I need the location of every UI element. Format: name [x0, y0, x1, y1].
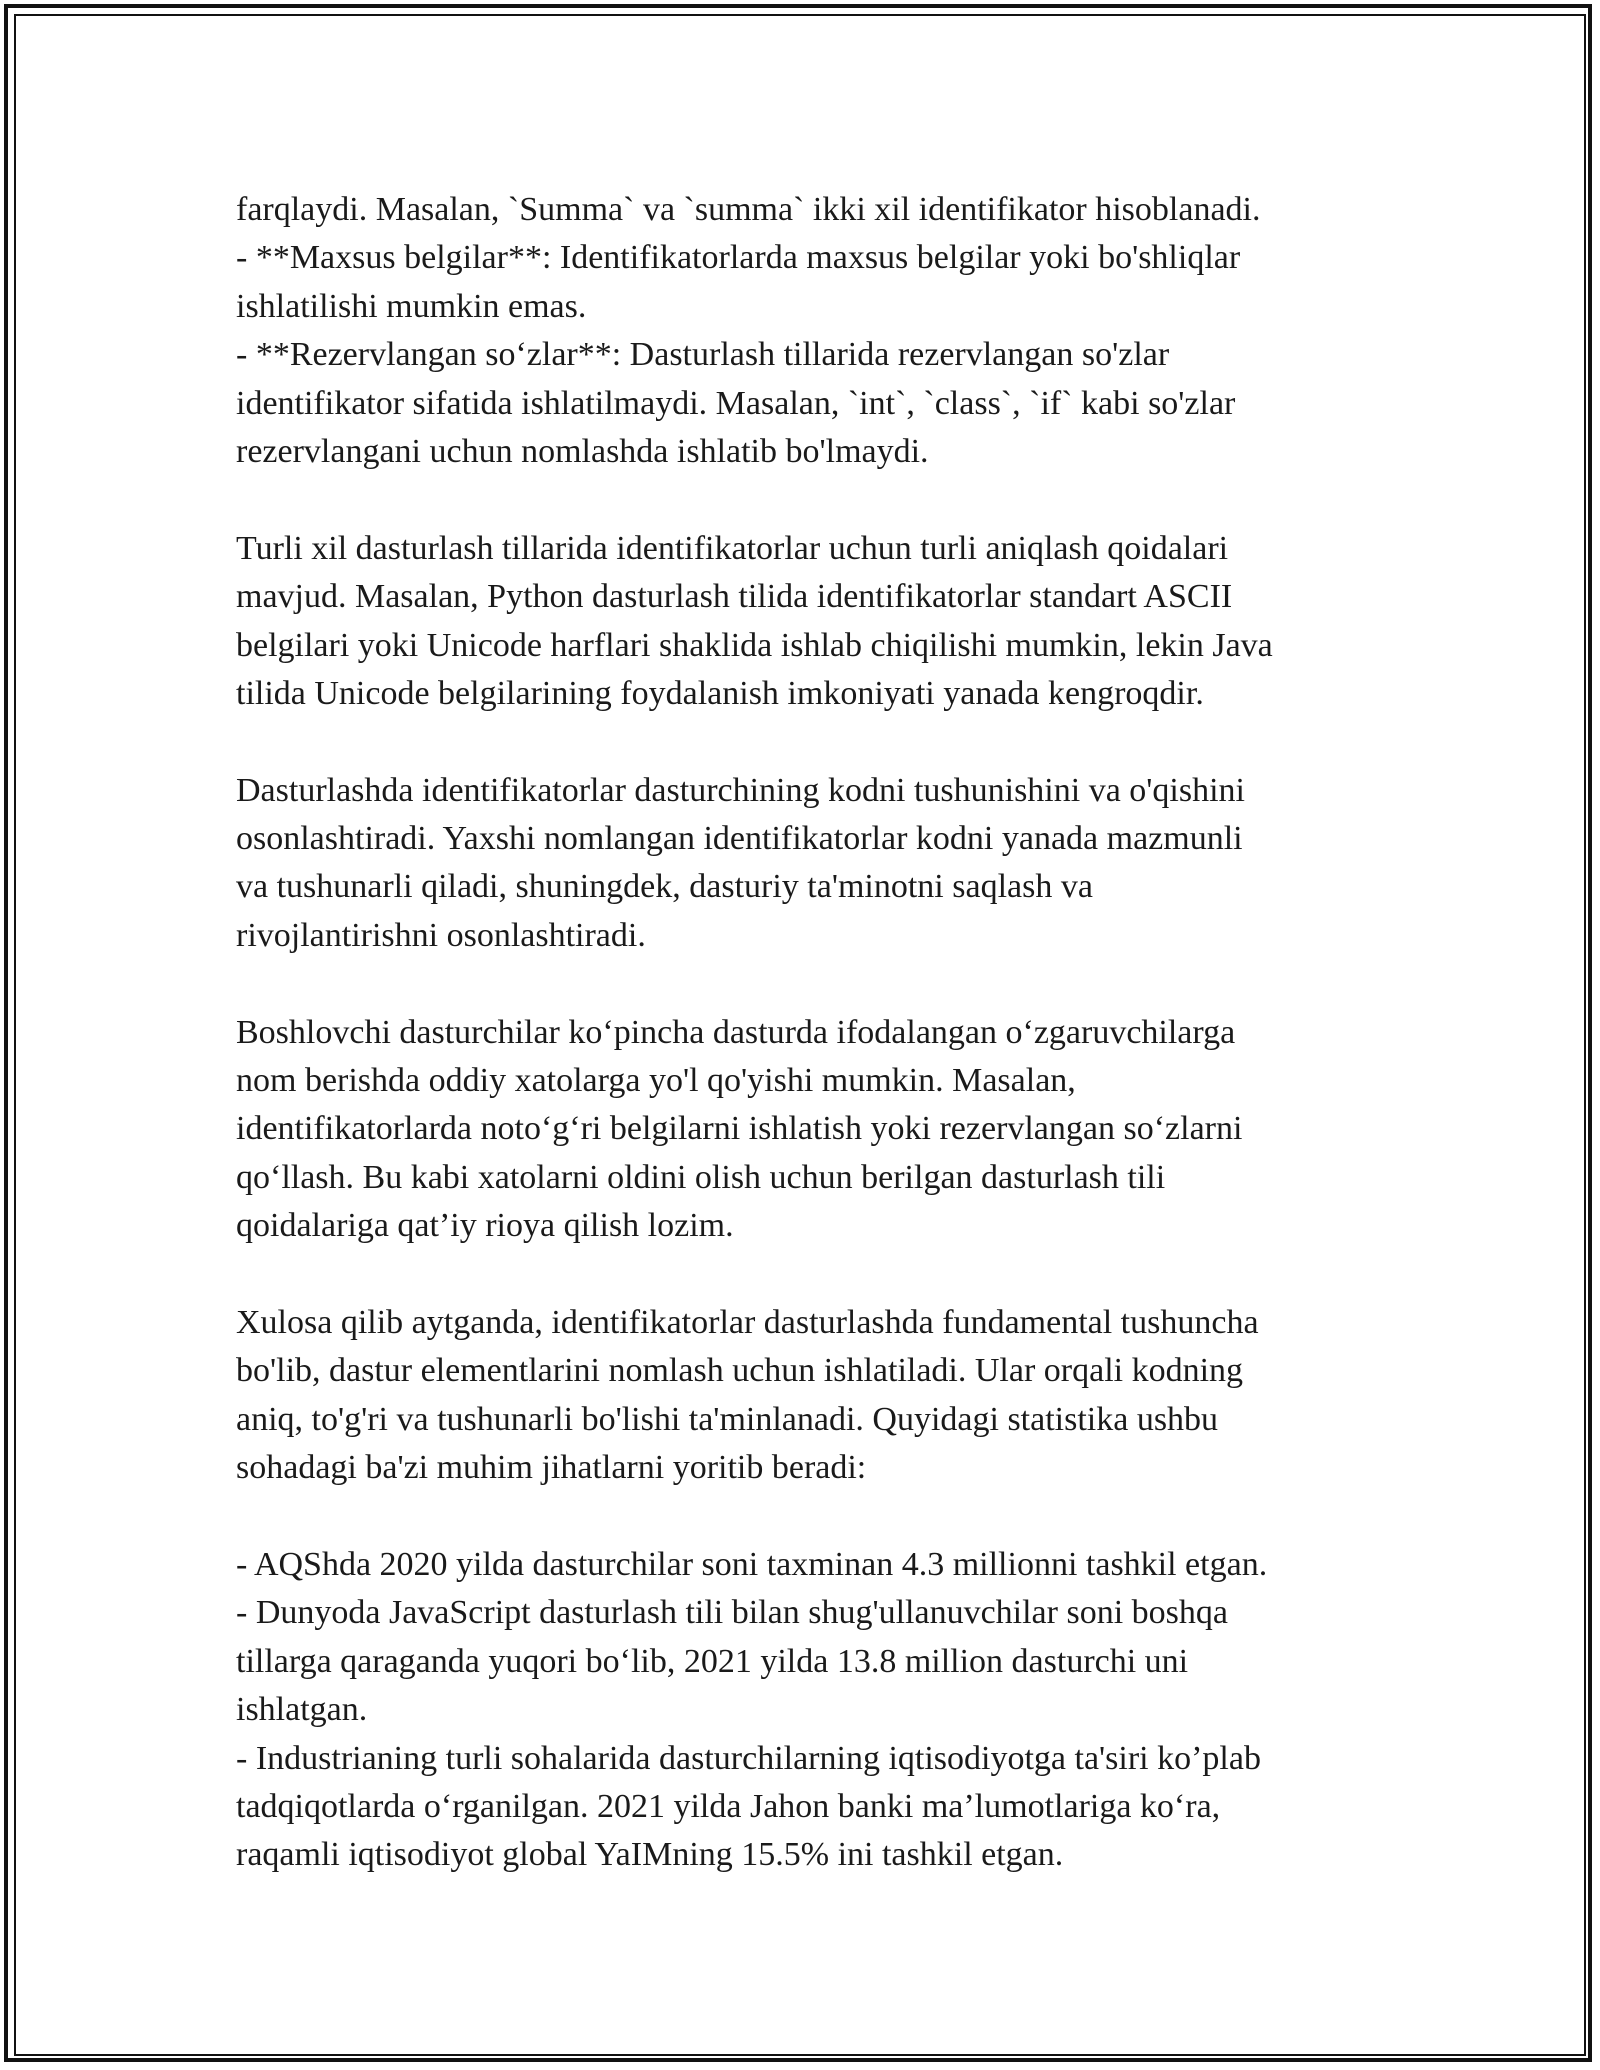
text-line: identifikatorlarda noto‘g‘ri belgilarni ishlatish yoki rezervlangan so‘zlarni	[236, 1110, 1243, 1148]
text-line: sohadagi ba'zi muhim jihatlarni yoritib beradi:	[236, 1449, 867, 1487]
text-line: bo'lib, dastur elementlarini nomlash uchun ishlatiladi. Ular orqali kodning	[236, 1352, 1244, 1390]
text-line: Dasturlashda identifikatorlar dasturchining kodni tushunishini va o'qishini	[236, 771, 1245, 809]
text-line: va tushunarli qiladi, shuningdek, dasturiy ta'minotni saqlash va	[236, 868, 1093, 906]
text-line: tilida Unicode belgilarining foydalanish imkoniyati yanada kengroqdir.	[236, 674, 1204, 712]
text-line: Boshlovchi dasturchilar ko‘pincha dasturda ifodalangan o‘zgaruvchilarga	[236, 1013, 1236, 1051]
text-line: rezervlangani uchun nomlashda ishlatib bo'lmaydi.	[236, 432, 929, 470]
text-line: belgilari yoki Unicode harflari shaklida ishlab chiqilishi mumkin, lekin Java	[236, 626, 1273, 664]
text-line: raqamli iqtisodiyot global YaIMning 15.5% ini tashkil etgan.	[236, 1836, 1064, 1874]
text-line: tadqiqotlarda o‘rganilgan. 2021 yilda Jahon banki ma’lumotlariga ko‘ra,	[236, 1787, 1221, 1825]
text-line: ishlatilishi mumkin emas.	[236, 287, 587, 325]
text-line: rivojlantirishni osonlashtiradi.	[236, 916, 646, 954]
paragraph-gap	[236, 476, 1366, 524]
text-line: - **Maxsus belgilar**: Identifikatorlarda maxsus belgilar yoki bo'shliqlar	[236, 239, 1241, 277]
text-line: farqlaydi. Masalan, `Summa` va `summa` ikki xil identifikator hisoblanadi.	[236, 191, 1261, 228]
paragraph-gap	[236, 1493, 1366, 1541]
text-line: - Dunyoda JavaScript dasturlash tili bilan shug'ullanuvchilar soni boshqa	[236, 1594, 1228, 1632]
text-line: aniq, to'g'ri va tushunarli bo'lishi ta'minlanadi. Quyidagi statistika ushbu	[236, 1400, 1219, 1438]
text-line: - AQShda 2020 yilda dasturchilar soni taxminan 4.3 millionni tashkil etgan.	[236, 1545, 1268, 1583]
paragraph-gap	[236, 960, 1366, 1008]
text-line: identifikator sifatida ishlatilmaydi. Masalan, `int`, `class`, `if` kabi so'zlar	[236, 384, 1236, 422]
text-line: nom berishda oddiy xatolarga yo'l qo'yishi mumkin. Masalan,	[236, 1062, 1076, 1100]
text-line: - Industrianing turli sohalarida dasturchilarning iqtisodiyotga ta'siri ko’plab	[236, 1739, 1261, 1777]
text-line: tillarga qaraganda yuqori bo‘lib, 2021 yilda 13.8 million dasturchi uni	[236, 1642, 1189, 1680]
paragraph-gap	[236, 718, 1366, 766]
text-line: Xulosa qilib aytganda, identifikatorlar dasturlashda fundamental tushuncha	[236, 1303, 1259, 1341]
text-line: Turli xil dasturlash tillarida identifikatorlar uchun turli aniqlash qoidalari	[236, 529, 1229, 567]
document-body	[236, 186, 1366, 1880]
text-line: qo‘llash. Bu kabi xatolarni oldini olish uchun berilgan dasturlash tili	[236, 1158, 1166, 1196]
text-line: qoidalariga qat’iy rioya qilish lozim.	[236, 1207, 734, 1245]
text-line: mavjud. Masalan, Python dasturlash tilida identifikatorlar standart ASCII	[236, 578, 1233, 616]
text-line: - **Rezervlangan so‘zlar**: Dasturlash tillarida rezervlangan so'zlar	[236, 336, 1170, 374]
paragraph-gap	[236, 1251, 1366, 1299]
text-line: osonlashtiradi. Yaxshi nomlangan identifikatorlar kodni yanada mazmunli	[236, 820, 1243, 858]
text-line: ishlatgan.	[236, 1691, 368, 1729]
